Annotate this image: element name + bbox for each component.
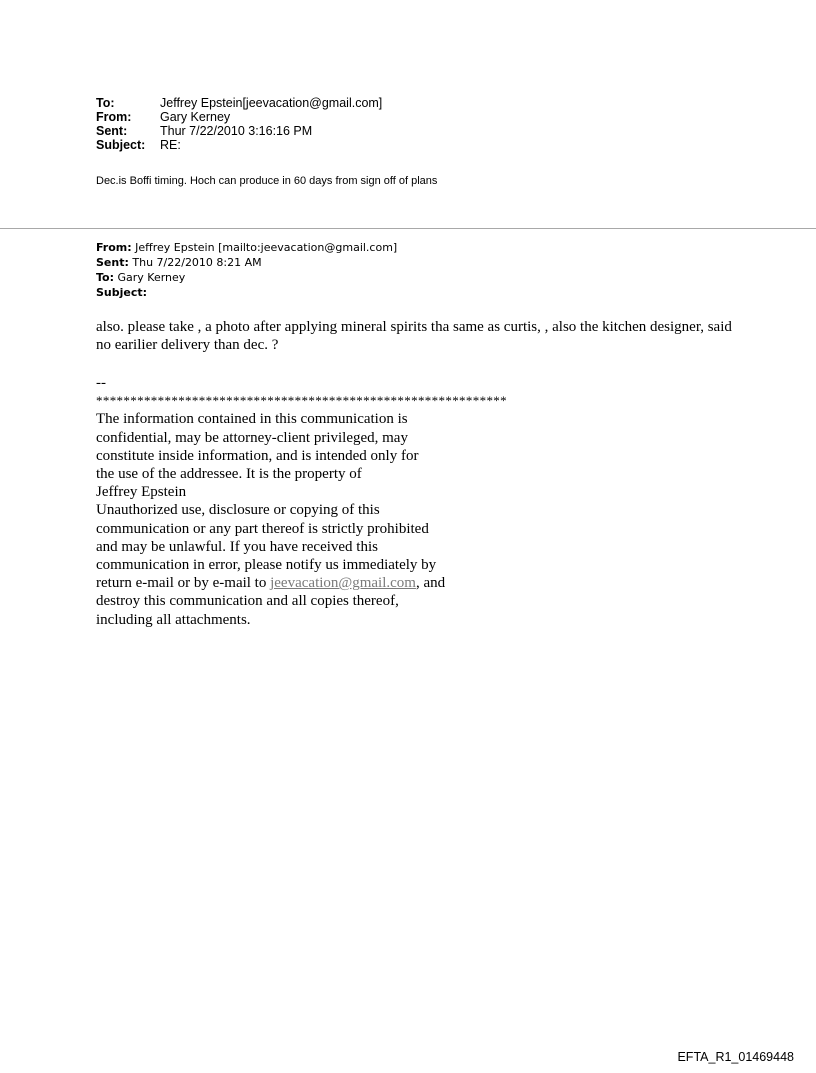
from-row bbox=[96, 110, 382, 124]
reply-body: Dec.is Boffi timing. Hoch can produce in 60 days from sign off of plans bbox=[96, 175, 438, 187]
to-value: Jeffrey Epstein[jeevacation@gmail.com] bbox=[160, 96, 383, 110]
original-from-row bbox=[96, 240, 397, 255]
to-row bbox=[96, 96, 382, 110]
original-to-value: Gary Kerney bbox=[114, 271, 186, 284]
from-label: From: bbox=[96, 110, 132, 124]
divider bbox=[0, 228, 816, 229]
signature-stars: ************************************************************ bbox=[96, 393, 507, 409]
original-subject-label: Subject: bbox=[96, 286, 148, 299]
original-sent-label: Sent: bbox=[96, 256, 129, 269]
sent-label: Sent: bbox=[96, 124, 128, 138]
original-subject-row bbox=[96, 285, 397, 300]
original-from-label: From: bbox=[96, 241, 132, 254]
from-value: Gary Kerney bbox=[160, 110, 231, 124]
original-sent-row bbox=[96, 255, 397, 270]
email-link[interactable]: jeevacation@gmail.com bbox=[270, 575, 416, 592]
subject-label: Subject: bbox=[96, 138, 146, 152]
original-sent-value: Thu 7/22/2010 8:21 AM bbox=[128, 256, 262, 269]
disclaimer-text: The information contained in this communication is confidential, may be attorney-client privileged, may constitute inside information, and is intended only for the use of the addressee. It is the property of Jeffrey Epstein Unauthorized use, disclosure or copying of this communication or any part thereof is strictly prohibited and may be unlawful. If you have received this communication in error, please notify us immediately by return e-mail or by e-mail to bbox=[96, 411, 437, 592]
original-body: also. please take , a photo after applying mineral spirits tha same as curtis, , also the kitchen designer, said no earilier delivery than dec. ? bbox=[96, 319, 732, 353]
subject-row bbox=[96, 138, 382, 152]
original-to-row bbox=[96, 270, 397, 285]
disclaimer-text-end: , and destroy this communication and all copies thereof, including all attachments. bbox=[96, 575, 446, 628]
original-from-value: Jeffrey Epstein [mailto:jeevacation@gmail.com] bbox=[131, 241, 398, 254]
subject-value: RE: bbox=[160, 138, 181, 152]
signature-dashes: -- bbox=[96, 375, 106, 391]
original-header bbox=[96, 240, 397, 300]
document-id: EFTA_R1_01469448 bbox=[677, 1050, 794, 1064]
sent-row bbox=[96, 124, 382, 138]
original-to-label: To: bbox=[96, 271, 114, 284]
signature-block bbox=[96, 374, 507, 629]
sent-value: Thur 7/22/2010 3:16:16 PM bbox=[160, 124, 313, 138]
email-header bbox=[96, 96, 382, 152]
to-label: To: bbox=[96, 96, 115, 110]
